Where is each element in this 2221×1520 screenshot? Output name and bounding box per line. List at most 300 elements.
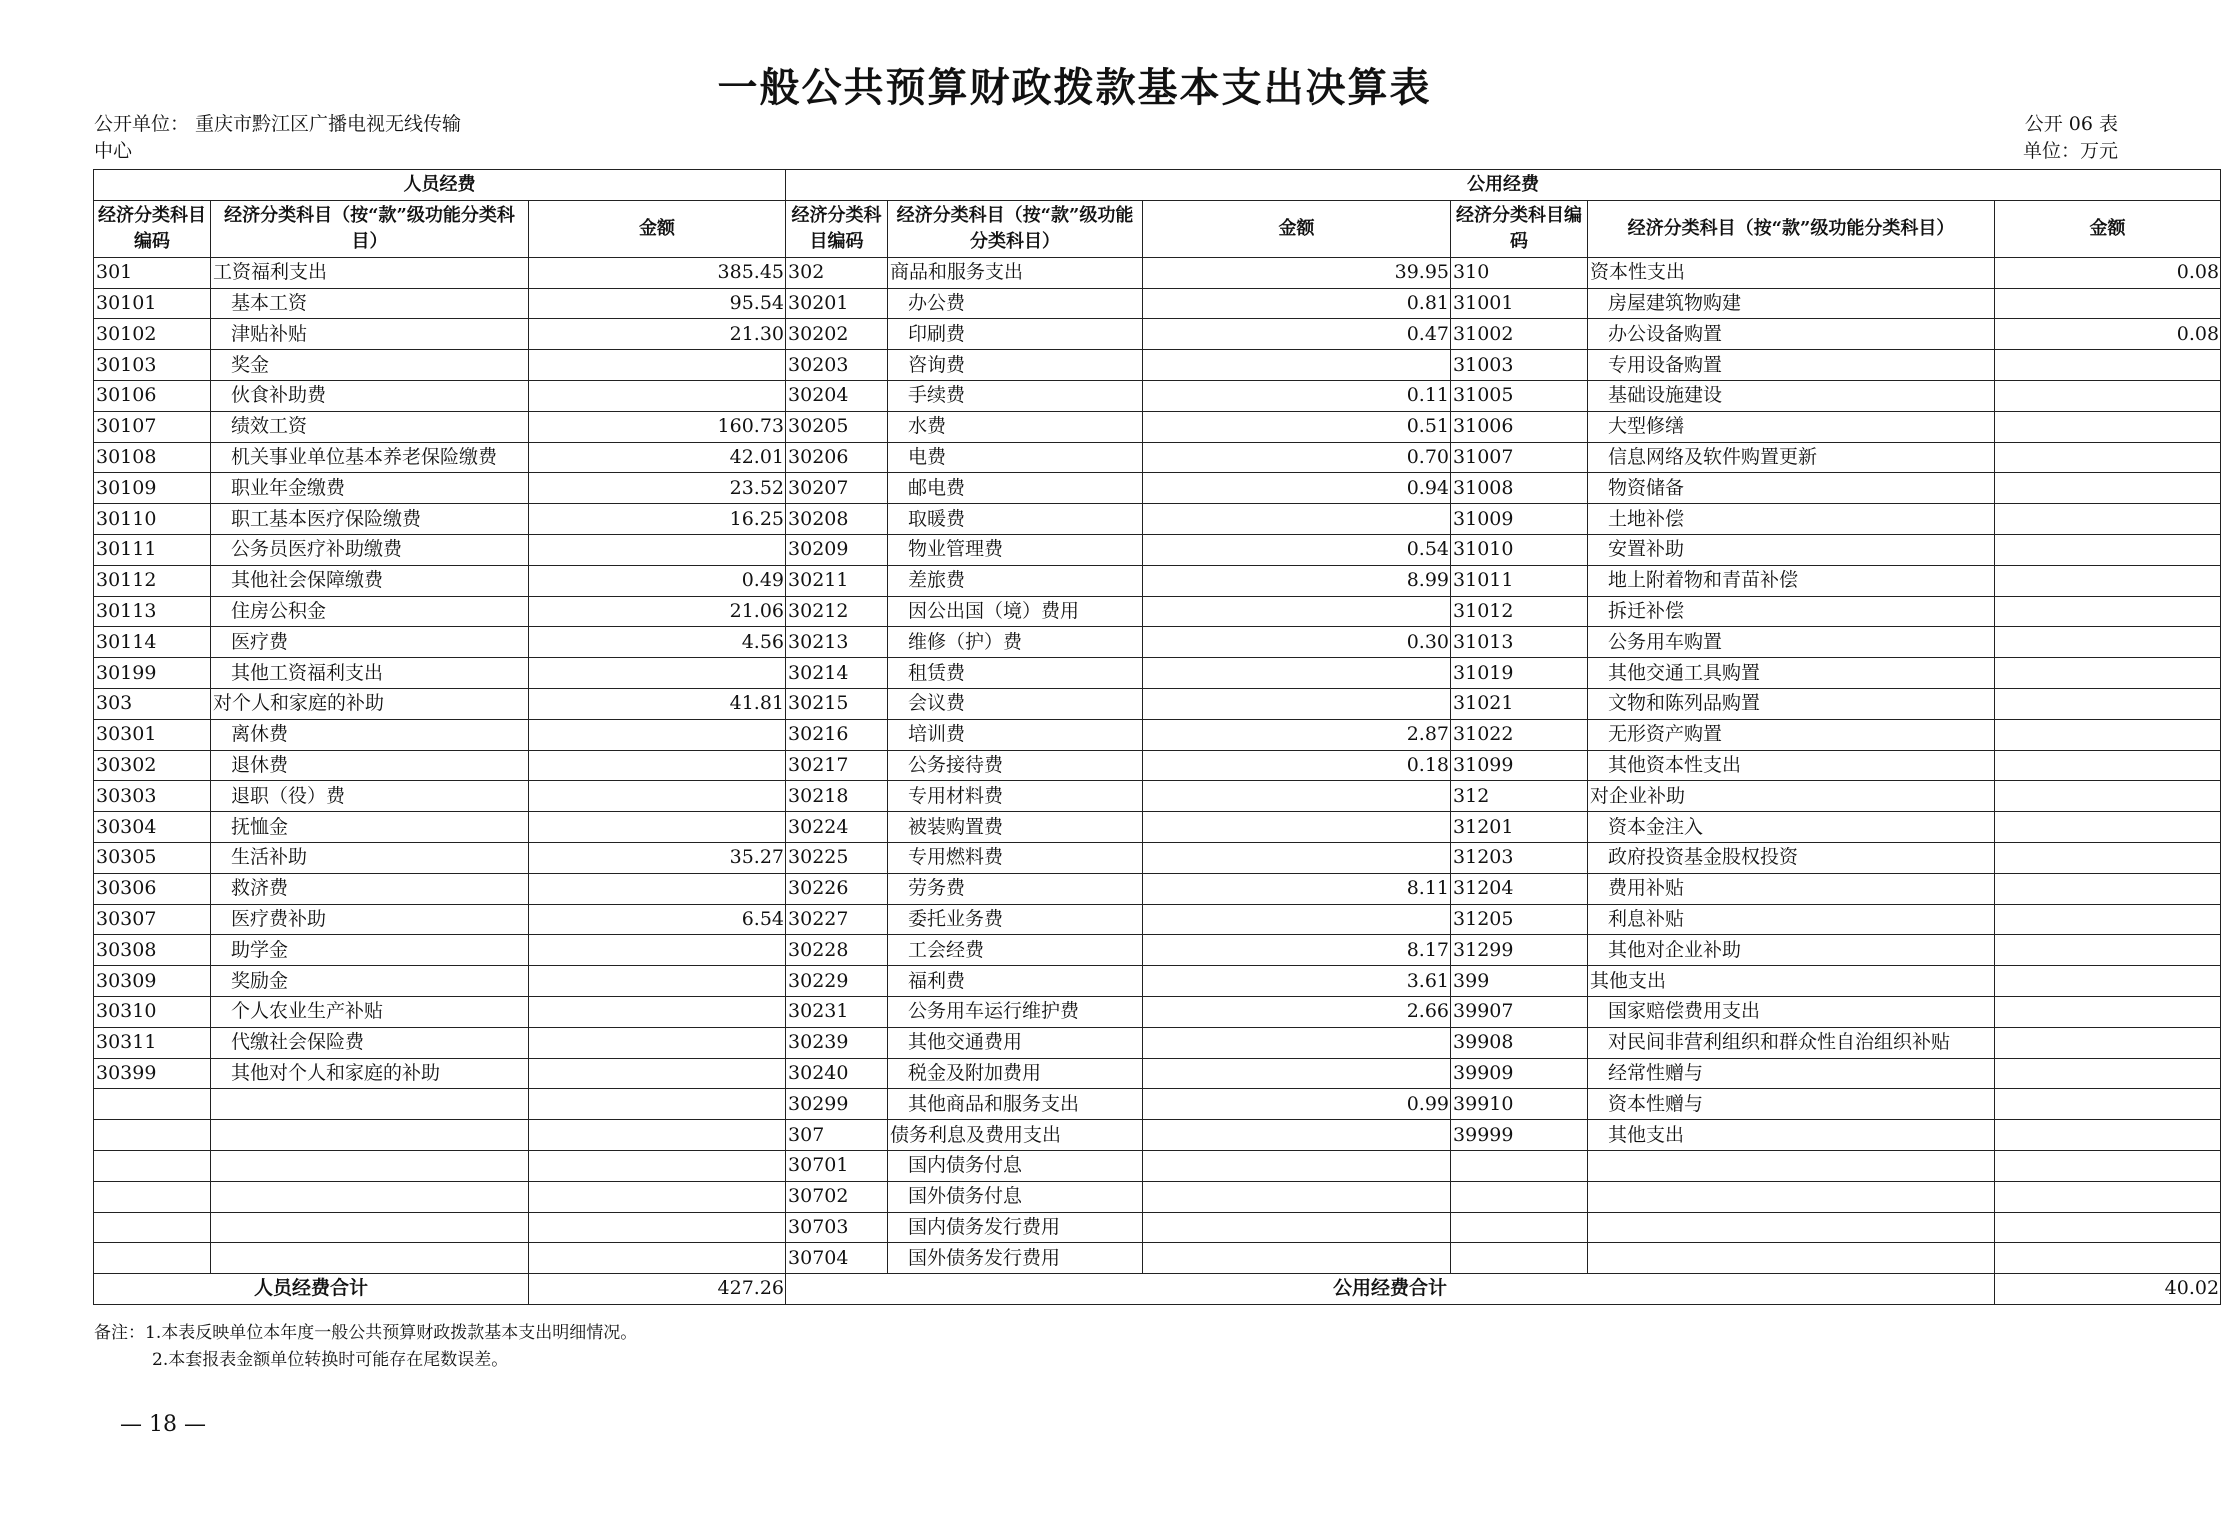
- cell-amount: [1995, 1181, 2221, 1212]
- cell-item: 办公费: [888, 288, 1143, 319]
- cell-code: 30208: [786, 504, 888, 535]
- cell-item: 抚恤金: [211, 812, 529, 843]
- cell-code: 302: [786, 257, 888, 288]
- cell-code: [1451, 1181, 1588, 1212]
- cell-amount: [1143, 1150, 1451, 1181]
- column-header-amount: 金额: [1995, 200, 2221, 257]
- cell-amount: 0.08: [1995, 257, 2221, 288]
- cell-item: 福利费: [888, 966, 1143, 997]
- cell-code: [94, 1181, 211, 1212]
- cell-item: 职工基本医疗保险缴费: [211, 504, 529, 535]
- cell-item: 水费: [888, 411, 1143, 442]
- cell-code: [1451, 1212, 1588, 1243]
- cell-amount: [1995, 411, 2221, 442]
- cell-item: 其他资本性支出: [1588, 750, 1995, 781]
- cell-amount: 21.30: [529, 319, 786, 350]
- cell-code: 30108: [94, 442, 211, 473]
- cell-amount: 23.52: [529, 473, 786, 504]
- cell-code: 30308: [94, 935, 211, 966]
- cell-amount: [1995, 534, 2221, 565]
- cell-code: 30701: [786, 1150, 888, 1181]
- table-row: [94, 781, 2221, 812]
- cell-code: 30311: [94, 1027, 211, 1058]
- cell-item: 退休费: [211, 750, 529, 781]
- cell-amount: [529, 380, 786, 411]
- table-row: [94, 442, 2221, 473]
- table-row: [94, 627, 2221, 658]
- column-header-code: 经济分类科目编码: [94, 200, 211, 257]
- cell-amount: [529, 1120, 786, 1151]
- cell-amount: [1143, 688, 1451, 719]
- cell-code: 31005: [1451, 380, 1588, 411]
- cell-code: 30228: [786, 935, 888, 966]
- cell-code: 31002: [1451, 319, 1588, 350]
- cell-amount: [1995, 966, 2221, 997]
- cell-code: 30310: [94, 996, 211, 1027]
- cell-item: [211, 1181, 529, 1212]
- cell-code: 30110: [94, 504, 211, 535]
- table-row: [94, 688, 2221, 719]
- cell-item: 债务利息及费用支出: [888, 1120, 1143, 1151]
- cell-amount: [1995, 288, 2221, 319]
- cell-item: 医疗费补助: [211, 904, 529, 935]
- cell-amount: 385.45: [529, 257, 786, 288]
- table-row: [94, 1120, 2221, 1151]
- cell-code: 301: [94, 257, 211, 288]
- cell-item: 物资储备: [1588, 473, 1995, 504]
- cell-code: 30203: [786, 350, 888, 381]
- cell-amount: [529, 350, 786, 381]
- cell-item: 国家赔偿费用支出: [1588, 996, 1995, 1027]
- column-header-amount: 金额: [529, 200, 786, 257]
- personnel-total-amount: 427.26: [529, 1274, 786, 1305]
- cell-amount: [1995, 873, 2221, 904]
- table-row: [94, 596, 2221, 627]
- cell-code: 303: [94, 688, 211, 719]
- cell-code: 30113: [94, 596, 211, 627]
- cell-amount: [1143, 1181, 1451, 1212]
- cell-item: 工会经费: [888, 935, 1143, 966]
- cell-amount: [529, 1243, 786, 1274]
- cell-amount: [1143, 1027, 1451, 1058]
- cell-item: 专用燃料费: [888, 842, 1143, 873]
- cell-code: 30239: [786, 1027, 888, 1058]
- table-row: [94, 565, 2221, 596]
- cell-amount: 8.99: [1143, 565, 1451, 596]
- cell-item: 职业年金缴费: [211, 473, 529, 504]
- cell-item: 公务用车购置: [1588, 627, 1995, 658]
- column-header-code: 经济分类科目编码: [786, 200, 888, 257]
- cell-code: 30114: [94, 627, 211, 658]
- cell-code: [94, 1212, 211, 1243]
- cell-item: 咨询费: [888, 350, 1143, 381]
- cell-item: 个人农业生产补贴: [211, 996, 529, 1027]
- totals-row: [94, 1274, 2221, 1305]
- cell-item: 资本金注入: [1588, 812, 1995, 843]
- cell-code: 30704: [786, 1243, 888, 1274]
- cell-amount: [1143, 1058, 1451, 1089]
- table-row: [94, 504, 2221, 535]
- cell-code: 30226: [786, 873, 888, 904]
- cell-item: 商品和服务支出: [888, 257, 1143, 288]
- cell-item: 其他交通工具购置: [1588, 658, 1995, 689]
- cell-amount: 4.56: [529, 627, 786, 658]
- cell-code: 31204: [1451, 873, 1588, 904]
- cell-code: [94, 1150, 211, 1181]
- table-row: [94, 1181, 2221, 1212]
- cell-amount: [1995, 996, 2221, 1027]
- cell-amount: [529, 935, 786, 966]
- cell-amount: [1143, 658, 1451, 689]
- cell-code: 30102: [94, 319, 211, 350]
- cell-amount: [529, 781, 786, 812]
- cell-item: 经常性赠与: [1588, 1058, 1995, 1089]
- cell-amount: [1143, 812, 1451, 843]
- cell-amount: [529, 1027, 786, 1058]
- cell-amount: [529, 966, 786, 997]
- cell-amount: [529, 750, 786, 781]
- cell-item: 文物和陈列品购置: [1588, 688, 1995, 719]
- table-row: [94, 842, 2221, 873]
- cell-amount: [1143, 1243, 1451, 1274]
- cell-item: 信息网络及软件购置更新: [1588, 442, 1995, 473]
- cell-code: 30309: [94, 966, 211, 997]
- cell-amount: [1995, 596, 2221, 627]
- cell-code: 30216: [786, 719, 888, 750]
- cell-code: 30202: [786, 319, 888, 350]
- cell-code: 31009: [1451, 504, 1588, 535]
- cell-code: 307: [786, 1120, 888, 1151]
- cell-amount: [529, 1058, 786, 1089]
- cell-amount: [529, 658, 786, 689]
- cell-amount: [529, 534, 786, 565]
- table-row: [94, 996, 2221, 1027]
- cell-item: [211, 1089, 529, 1120]
- table-row: [94, 904, 2221, 935]
- cell-item: 国外债务付息: [888, 1181, 1143, 1212]
- table-row: [94, 873, 2221, 904]
- cell-amount: [1995, 688, 2221, 719]
- table-row: [94, 1089, 2221, 1120]
- cell-code: 30215: [786, 688, 888, 719]
- cell-item: 救济费: [211, 873, 529, 904]
- cell-item: 其他交通费用: [888, 1027, 1143, 1058]
- cell-code: 30106: [94, 380, 211, 411]
- cell-amount: 0.08: [1995, 319, 2221, 350]
- cell-amount: 16.25: [529, 504, 786, 535]
- column-header-code: 经济分类科目编码: [1451, 200, 1588, 257]
- column-header-item: 经济分类科目（按“款”级功能分类科目）: [1588, 200, 1995, 257]
- cell-item: 对个人和家庭的补助: [211, 688, 529, 719]
- cell-item: 大型修缮: [1588, 411, 1995, 442]
- cell-amount: 0.81: [1143, 288, 1451, 319]
- cell-amount: [1143, 1212, 1451, 1243]
- cell-code: 30303: [94, 781, 211, 812]
- cell-amount: [1995, 1089, 2221, 1120]
- table-number: 公开 06 表: [2024, 113, 2118, 135]
- cell-code: 310: [1451, 257, 1588, 288]
- cell-code: 31019: [1451, 658, 1588, 689]
- cell-item: 其他社会保障缴费: [211, 565, 529, 596]
- table-row: [94, 319, 2221, 350]
- cell-amount: [1995, 565, 2221, 596]
- cell-amount: [1995, 1120, 2221, 1151]
- cell-code: [1451, 1150, 1588, 1181]
- cell-code: 39909: [1451, 1058, 1588, 1089]
- cell-code: 30703: [786, 1212, 888, 1243]
- cell-code: 31001: [1451, 288, 1588, 319]
- cell-item: 退职（役）费: [211, 781, 529, 812]
- cell-amount: 6.54: [529, 904, 786, 935]
- cell-item: 邮电费: [888, 473, 1143, 504]
- cell-amount: [1143, 1120, 1451, 1151]
- public-total-label: 公用经费合计: [786, 1274, 1995, 1305]
- page-title: 一般公共预算财政拨款基本支出决算表: [717, 64, 1432, 111]
- cell-amount: [1995, 1027, 2221, 1058]
- cell-item: 专用设备购置: [1588, 350, 1995, 381]
- cell-amount: 8.17: [1143, 935, 1451, 966]
- cell-item: 印刷费: [888, 319, 1143, 350]
- note-2: 2.本套报表金额单位转换时可能存在尾数误差。: [152, 1350, 509, 1370]
- cell-item: 机关事业单位基本养老保险缴费: [211, 442, 529, 473]
- cell-code: 30307: [94, 904, 211, 935]
- cell-amount: [1995, 504, 2221, 535]
- column-header-item: 经济分类科目（按“款”级功能分类科目）: [211, 200, 529, 257]
- cell-code: 30103: [94, 350, 211, 381]
- cell-item: 专用材料费: [888, 781, 1143, 812]
- cell-item: 手续费: [888, 380, 1143, 411]
- cell-item: 离休费: [211, 719, 529, 750]
- cell-code: 31201: [1451, 812, 1588, 843]
- cell-code: 30231: [786, 996, 888, 1027]
- cell-amount: [1143, 842, 1451, 873]
- cell-item: [211, 1212, 529, 1243]
- cell-code: 30702: [786, 1181, 888, 1212]
- cell-item: 资本性赠与: [1588, 1089, 1995, 1120]
- cell-item: 安置补助: [1588, 534, 1995, 565]
- cell-item: 培训费: [888, 719, 1143, 750]
- cell-amount: [1995, 935, 2221, 966]
- cell-code: [94, 1120, 211, 1151]
- cell-item: 住房公积金: [211, 596, 529, 627]
- table-row: [94, 658, 2221, 689]
- cell-code: 30306: [94, 873, 211, 904]
- cell-item: 差旅费: [888, 565, 1143, 596]
- cell-code: 31013: [1451, 627, 1588, 658]
- cell-item: 伙食补助费: [211, 380, 529, 411]
- cell-item: 公务接待费: [888, 750, 1143, 781]
- cell-amount: 41.81: [529, 688, 786, 719]
- cell-amount: 2.66: [1143, 996, 1451, 1027]
- cell-code: [1451, 1243, 1588, 1274]
- cell-code: [94, 1089, 211, 1120]
- cell-amount: 0.54: [1143, 534, 1451, 565]
- table-row: [94, 1027, 2221, 1058]
- cell-amount: [1995, 1150, 2221, 1181]
- cell-code: 31205: [1451, 904, 1588, 935]
- cell-amount: 0.70: [1143, 442, 1451, 473]
- cell-amount: 35.27: [529, 842, 786, 873]
- cell-item: 其他商品和服务支出: [888, 1089, 1143, 1120]
- cell-item: 资本性支出: [1588, 257, 1995, 288]
- cell-code: 30204: [786, 380, 888, 411]
- cell-item: 国外债务发行费用: [888, 1243, 1143, 1274]
- table-row: [94, 380, 2221, 411]
- cell-amount: [1995, 1212, 2221, 1243]
- cell-item: 利息补贴: [1588, 904, 1995, 935]
- cell-code: 39908: [1451, 1027, 1588, 1058]
- cell-item: 地上附着物和青苗补偿: [1588, 565, 1995, 596]
- cell-code: 39999: [1451, 1120, 1588, 1151]
- cell-amount: [1143, 504, 1451, 535]
- cell-item: 无形资产购置: [1588, 719, 1995, 750]
- cell-item: 对企业补助: [1588, 781, 1995, 812]
- table-row: [94, 473, 2221, 504]
- cell-amount: [1995, 473, 2221, 504]
- cell-item: [1588, 1150, 1995, 1181]
- cell-code: 31008: [1451, 473, 1588, 504]
- cell-item: 国内债务发行费用: [888, 1212, 1143, 1243]
- cell-amount: [529, 996, 786, 1027]
- cell-amount: [1995, 904, 2221, 935]
- cell-item: 政府投资基金股权投资: [1588, 842, 1995, 873]
- cell-code: 30211: [786, 565, 888, 596]
- cell-item: 委托业务费: [888, 904, 1143, 935]
- cell-item: 工资福利支出: [211, 257, 529, 288]
- cell-amount: [1143, 350, 1451, 381]
- money-unit: 单位：万元: [2022, 140, 2118, 162]
- cell-item: 国内债务付息: [888, 1150, 1143, 1181]
- cell-amount: [529, 873, 786, 904]
- cell-item: 基本工资: [211, 288, 529, 319]
- cell-code: 31010: [1451, 534, 1588, 565]
- cell-code: 31012: [1451, 596, 1588, 627]
- cell-amount: [1995, 719, 2221, 750]
- cell-code: 30101: [94, 288, 211, 319]
- cell-item: 会议费: [888, 688, 1143, 719]
- expenditure-table: [93, 169, 2221, 1305]
- cell-code: 30199: [94, 658, 211, 689]
- cell-amount: [1995, 842, 2221, 873]
- cell-code: 30217: [786, 750, 888, 781]
- cell-amount: 0.94: [1143, 473, 1451, 504]
- cell-amount: [1995, 1243, 2221, 1274]
- cell-item: 拆迁补偿: [1588, 596, 1995, 627]
- cell-code: 31007: [1451, 442, 1588, 473]
- cell-code: 30112: [94, 565, 211, 596]
- cell-item: 维修（护）费: [888, 627, 1143, 658]
- column-header-item: 经济分类科目（按“款”级功能分类科目）: [888, 200, 1143, 257]
- cell-amount: 0.49: [529, 565, 786, 596]
- table-row: [94, 719, 2221, 750]
- table-row: [94, 534, 2221, 565]
- cell-item: 绩效工资: [211, 411, 529, 442]
- cell-item: 医疗费: [211, 627, 529, 658]
- cell-code: 30212: [786, 596, 888, 627]
- cell-code: 312: [1451, 781, 1588, 812]
- cell-code: 30109: [94, 473, 211, 504]
- cell-amount: 160.73: [529, 411, 786, 442]
- personnel-total-label: 人员经费合计: [94, 1274, 529, 1305]
- table-row: [94, 257, 2221, 288]
- cell-amount: [1143, 904, 1451, 935]
- table-row: [94, 1150, 2221, 1181]
- cell-code: 31299: [1451, 935, 1588, 966]
- cell-item: 电费: [888, 442, 1143, 473]
- cell-amount: 0.11: [1143, 380, 1451, 411]
- cell-code: 30240: [786, 1058, 888, 1089]
- cell-amount: [1995, 781, 2221, 812]
- cell-amount: 0.18: [1143, 750, 1451, 781]
- cell-code: 30299: [786, 1089, 888, 1120]
- cell-code: 31099: [1451, 750, 1588, 781]
- reporting-unit-continued: 中心: [94, 140, 133, 162]
- cell-amount: [529, 1181, 786, 1212]
- cell-code: 399: [1451, 966, 1588, 997]
- cell-code: 30111: [94, 534, 211, 565]
- cell-code: 30305: [94, 842, 211, 873]
- cell-code: 30107: [94, 411, 211, 442]
- cell-item: 其他支出: [1588, 1120, 1995, 1151]
- cell-amount: 0.47: [1143, 319, 1451, 350]
- cell-amount: [1995, 1058, 2221, 1089]
- cell-item: 被装购置费: [888, 812, 1143, 843]
- cell-code: 30224: [786, 812, 888, 843]
- table-row: [94, 935, 2221, 966]
- cell-code: 30205: [786, 411, 888, 442]
- cell-item: [1588, 1212, 1995, 1243]
- cell-item: 租赁费: [888, 658, 1143, 689]
- cell-amount: 39.95: [1143, 257, 1451, 288]
- table-row: [94, 288, 2221, 319]
- cell-item: 其他对个人和家庭的补助: [211, 1058, 529, 1089]
- cell-amount: 21.06: [529, 596, 786, 627]
- note-1: 备注：1.本表反映单位本年度一般公共预算财政拨款基本支出明细情况。: [94, 1323, 638, 1343]
- table-row: [94, 966, 2221, 997]
- cell-code: [94, 1243, 211, 1274]
- cell-item: 公务用车运行维护费: [888, 996, 1143, 1027]
- cell-code: 30213: [786, 627, 888, 658]
- table-row: [94, 1058, 2221, 1089]
- cell-amount: [1995, 380, 2221, 411]
- cell-code: 30227: [786, 904, 888, 935]
- cell-item: 代缴社会保险费: [211, 1027, 529, 1058]
- cell-code: 39907: [1451, 996, 1588, 1027]
- cell-item: 奖金: [211, 350, 529, 381]
- cell-code: 30399: [94, 1058, 211, 1089]
- cell-item: [1588, 1181, 1995, 1212]
- cell-code: 30201: [786, 288, 888, 319]
- cell-amount: [1143, 596, 1451, 627]
- cell-item: 对民间非营利组织和群众性自治组织补贴: [1588, 1027, 1995, 1058]
- cell-code: 31006: [1451, 411, 1588, 442]
- table-row: [94, 411, 2221, 442]
- cell-item: 税金及附加费用: [888, 1058, 1143, 1089]
- cell-item: 物业管理费: [888, 534, 1143, 565]
- cell-item: 取暖费: [888, 504, 1143, 535]
- cell-amount: [529, 812, 786, 843]
- cell-code: 31203: [1451, 842, 1588, 873]
- cell-item: 因公出国（境）费用: [888, 596, 1143, 627]
- cell-code: 30214: [786, 658, 888, 689]
- column-header-amount: 金额: [1143, 200, 1451, 257]
- cell-item: 劳务费: [888, 873, 1143, 904]
- section-personnel: 人员经费: [94, 170, 786, 201]
- cell-code: 30207: [786, 473, 888, 504]
- cell-item: 基础设施建设: [1588, 380, 1995, 411]
- cell-amount: [529, 1150, 786, 1181]
- cell-item: 生活补助: [211, 842, 529, 873]
